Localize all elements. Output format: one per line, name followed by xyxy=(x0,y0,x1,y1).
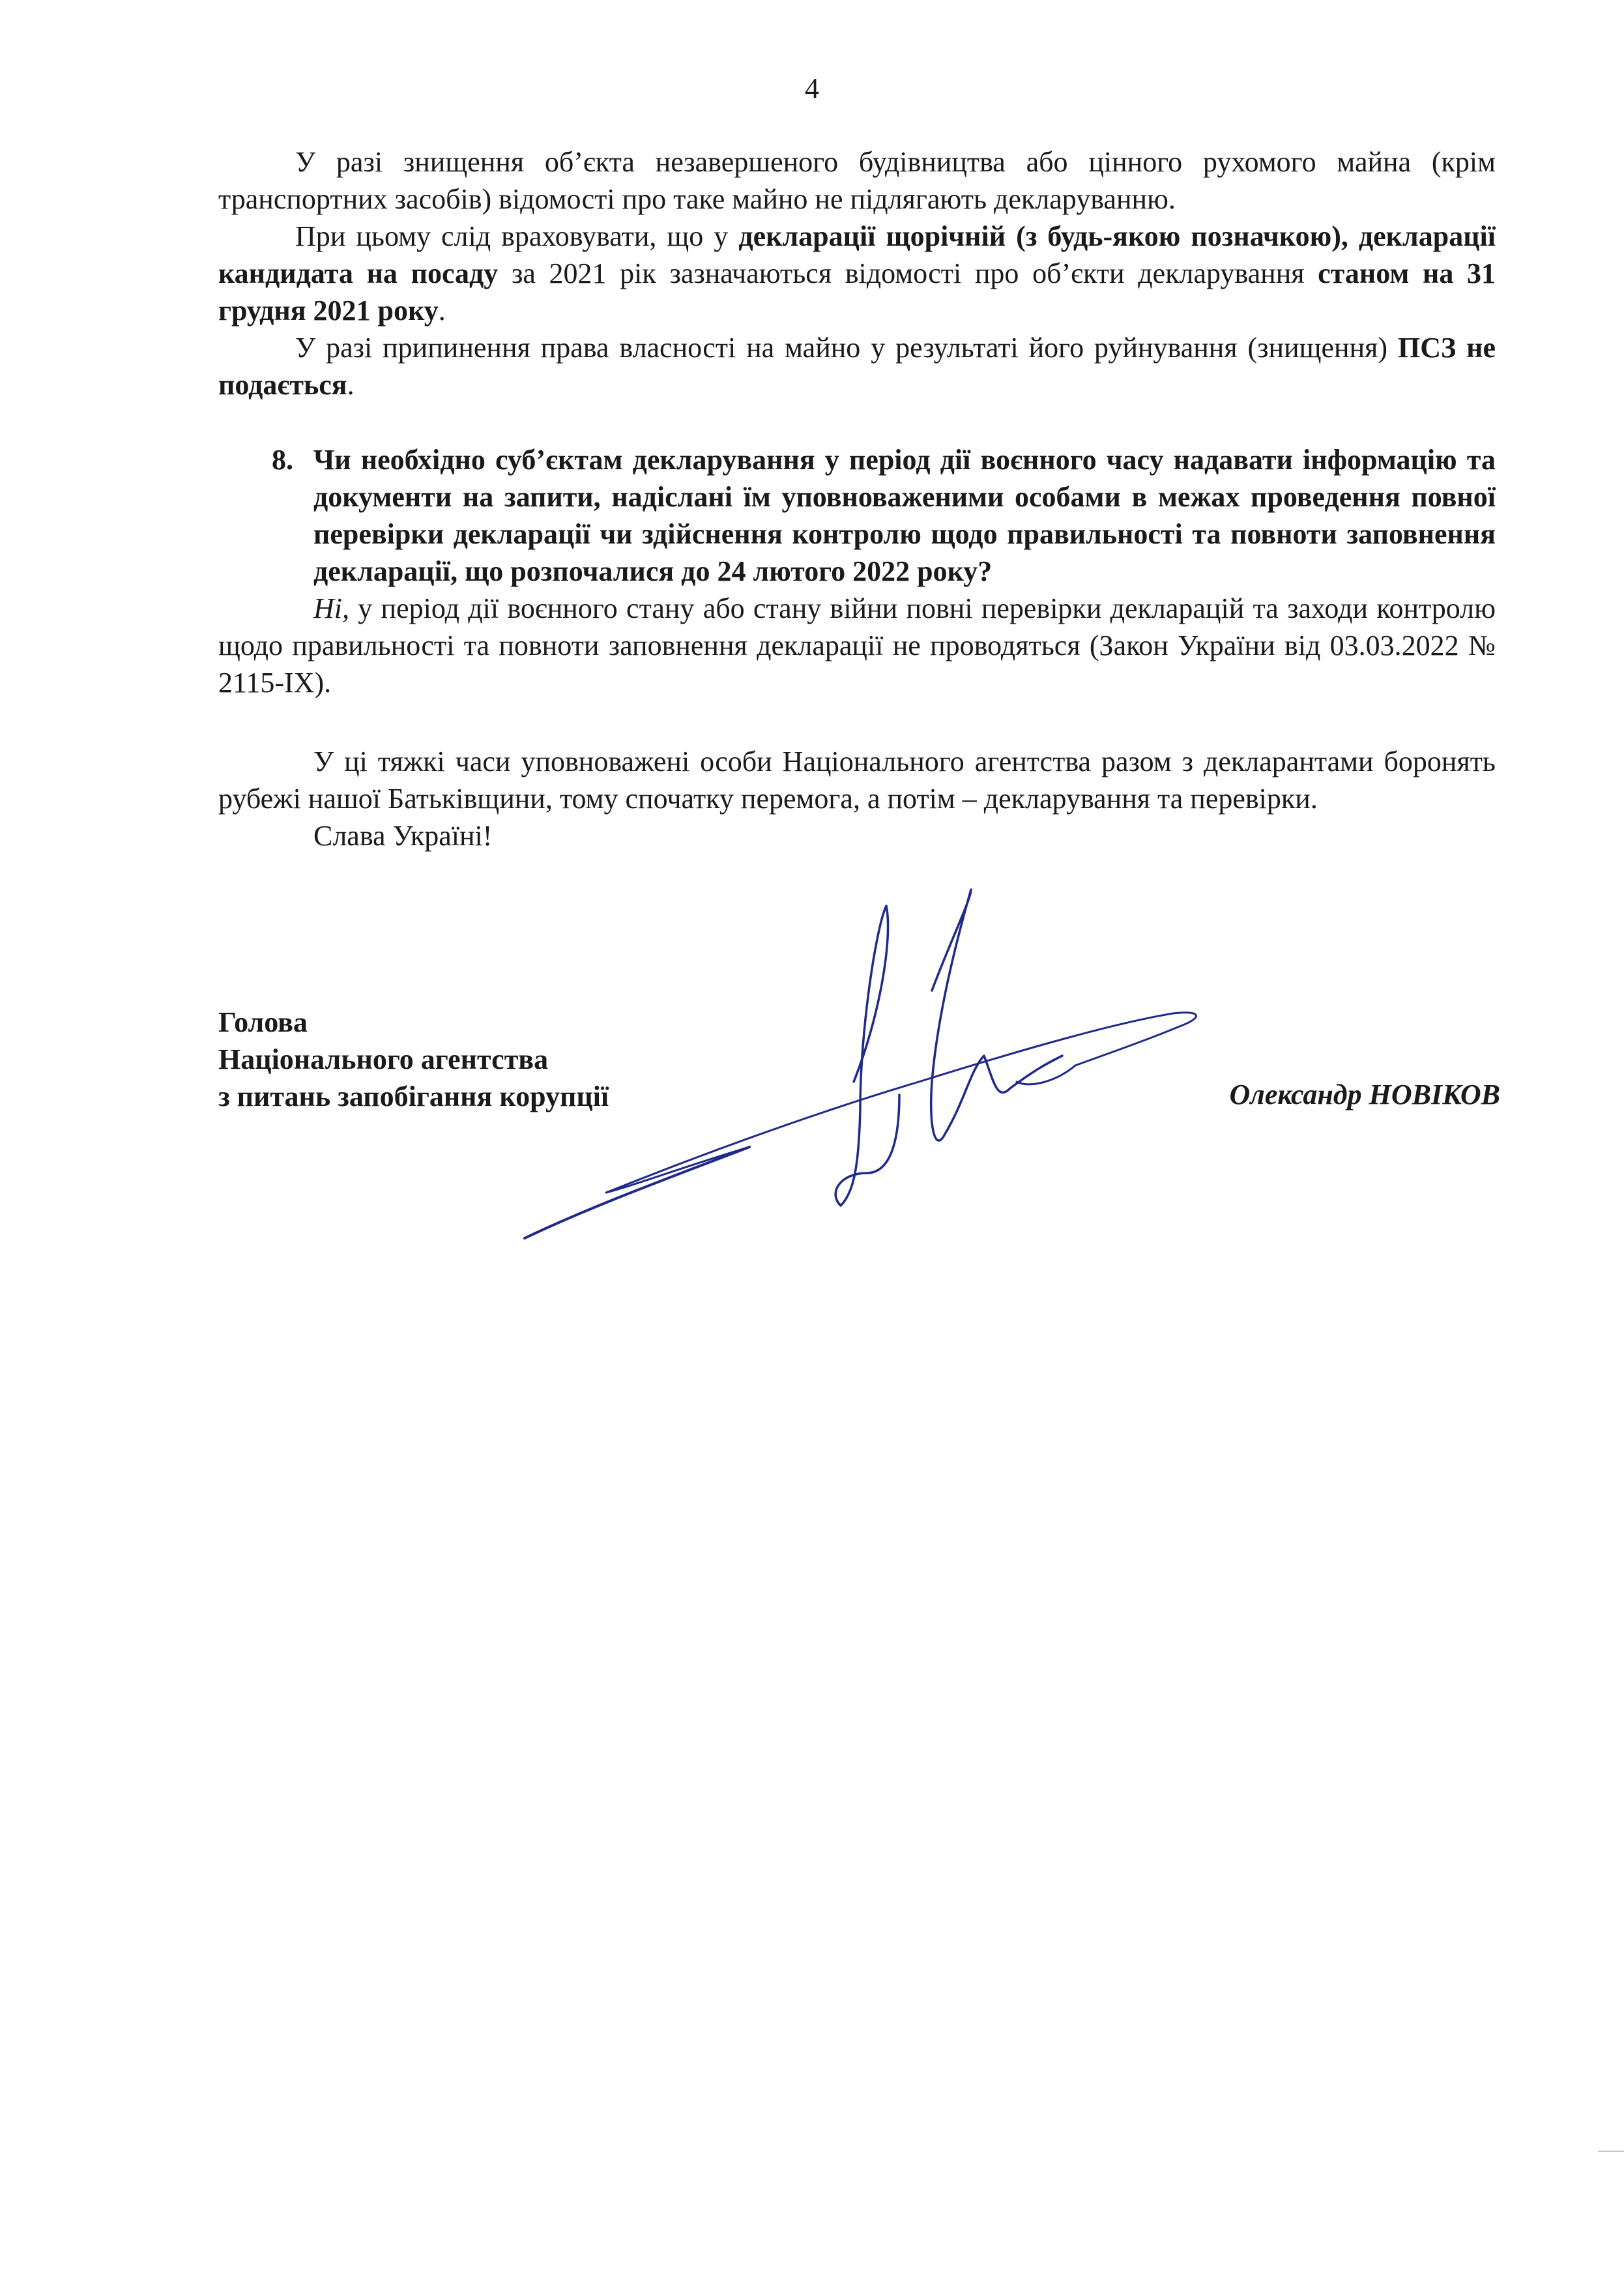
bold-psz: ПСЗ не подається xyxy=(218,332,1496,401)
signer-name: Олександр НОВІКОВ xyxy=(1229,1079,1500,1110)
question-number: 8. xyxy=(272,444,293,476)
page-number: 4 xyxy=(805,72,819,104)
document-body xyxy=(218,143,1496,854)
title-line-3: з питань запобігання корупції xyxy=(218,1081,609,1112)
glory-line: Слава Україні! xyxy=(313,820,493,852)
answer-text: у період дії воєнного стану або стану війни повні перевірки декларацій та заходи контролю щодо правильності та повноти заповнення декларації не проводяться (Закон України від 03.03.2022 № 2115-IX). xyxy=(218,592,1496,699)
title-line-2: Національного агентства xyxy=(218,1043,549,1075)
title-line-1: Голова xyxy=(218,1006,308,1038)
bold-date: станом на 31 грудня 2021 року xyxy=(218,257,1496,326)
closing-section xyxy=(218,743,1496,854)
closing-paragraph: У ці тяжкі часи уповноважені особи Національного агентства разом з декларантами боронять рубежі нашої Батьківщини, тому спочатку перемога, а потім – декларування та перевірки. xyxy=(218,746,1496,815)
question-8 xyxy=(218,441,1496,590)
question-text: Чи необхідно суб’єктам декларування у період дії воєнного часу надавати інформацію та документи на запити, надіслані їм уповноваженими особами в межах проведення повної перевірки декларації чи здійснення контролю щодо правильності та повноти заповнення декларації, що розпочалися до 24 лютого 2022 року? xyxy=(313,444,1496,587)
bold-declaration-types: декларації щорічній (з будь-якою позначкою), декларації кандидата на посаду xyxy=(218,220,1496,289)
answer-lead: Ні, xyxy=(313,592,349,624)
handwritten-signature xyxy=(515,886,1264,1251)
answer-8 xyxy=(218,590,1496,701)
paragraph-psz: У разі припинення права власності на майно у результаті його руйнування (знищення) ПСЗ не подається. xyxy=(218,332,1496,401)
scan-edge-mark xyxy=(1598,2151,1624,2152)
paragraph-destroyed-property: У разі знищення об’єкта незавершеного будівництва або цінного рухомого майна (крім транспортних засобів) відомості про таке майно не підлягають декларуванню. xyxy=(218,146,1496,215)
paragraph-declaration-date: При цьому слід враховувати, що у декларації щорічній (з будь-якою позначкою), декларації кандидата на посаду за 2021 рік зазначаються відомості про об’єкти декларування станом на 31 грудня 2021 року. xyxy=(218,220,1496,326)
